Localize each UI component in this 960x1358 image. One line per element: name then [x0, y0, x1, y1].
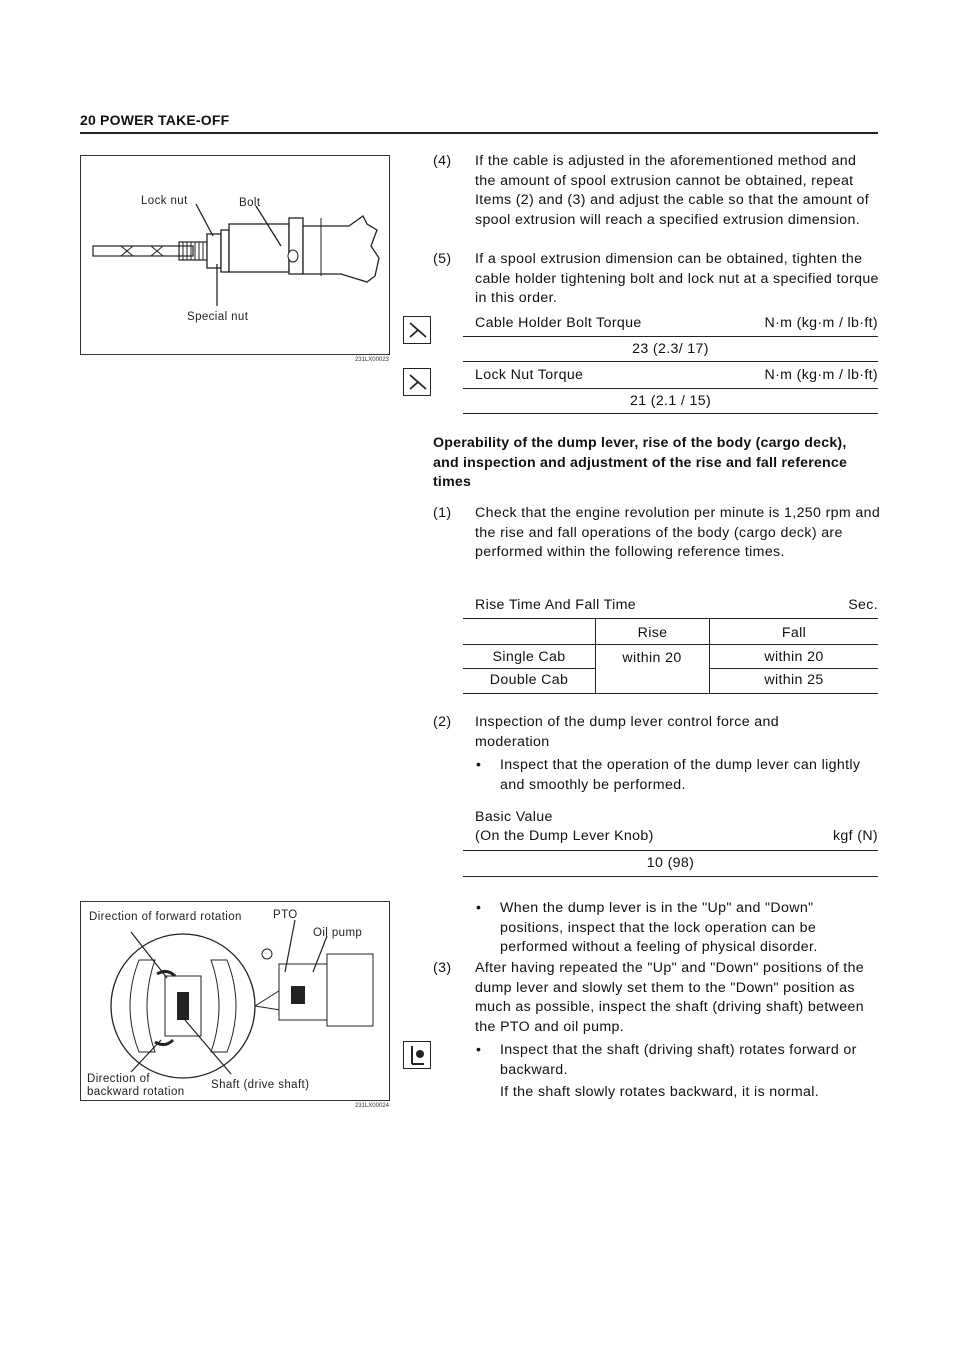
table-rule	[463, 336, 878, 337]
fall-single-cab: within 20	[764, 649, 824, 665]
col-header-rise: Rise	[637, 625, 668, 641]
header-rule	[80, 132, 878, 134]
torque-wrench-icon	[403, 316, 431, 344]
torque1-value: 23 (2.3/ 17)	[632, 341, 709, 357]
label-special-nut: Special nut	[187, 311, 249, 323]
step-4	[433, 152, 881, 250]
step-text: Inspection of the dump lever control force and moderation	[475, 714, 779, 750]
table-rule	[463, 413, 878, 414]
table-rule	[463, 361, 878, 362]
bullet-note: If the shaft slowly rotates backward, it is normal.	[500, 1084, 820, 1100]
time-table-title: Rise Time And Fall Time	[475, 597, 637, 613]
bullet-dot: •	[476, 900, 482, 916]
step-number: (5)	[433, 251, 452, 267]
figure2-id: 231LX00024	[354, 1103, 389, 1109]
check-1	[433, 504, 881, 584]
check-2	[433, 713, 881, 753]
step-number: (4)	[433, 153, 452, 169]
col-header-fall: Fall	[781, 625, 807, 641]
pto-shaft-drawing	[81, 902, 389, 1100]
label-bolt: Bolt	[239, 197, 261, 209]
step-text: If the cable is adjusted in the aforementioned method and the amount of spool extrusion cannot be obtained, repeat Items (2) and (3) and adjust the cable so that the amount of spool extrusion will reach a specified extrusion dimension.	[475, 153, 870, 228]
label-backward-rotation-1: Direction of	[87, 1073, 150, 1085]
time-table-unit: Sec.	[848, 597, 878, 613]
figure1-id: 231LX00023	[354, 357, 389, 363]
bullet-item	[476, 756, 881, 796]
step-text: If a spool extrusion dimension can be obtained, tighten the cable holder tightening bolt and lock nut at a specified torque in this order.	[475, 251, 879, 306]
step-text: Check that the engine revolution per minute is 1,250 rpm and the rise and fall operations of the body (cargo deck) are performed within the following reference times.	[475, 505, 881, 560]
fall-double-cab: within 25	[764, 672, 824, 688]
basic-value-unit: kgf (N)	[832, 828, 878, 844]
step-text: After having repeated the "Up" and "Down" positions of the dump lever and slowly set them to the "Down" position as much as possible, inspect the shaft (driving shaft) between the PTO and oil pump.	[475, 960, 865, 1035]
cable-adjuster-drawing	[81, 156, 389, 354]
basic-value: 10 (98)	[646, 855, 695, 871]
table-rule	[463, 618, 878, 619]
table-rule-partial	[463, 668, 595, 669]
torque2-unit: N·m (kg·m / lb·ft)	[764, 367, 878, 383]
table-rule	[463, 644, 878, 645]
bullet-item	[476, 899, 881, 959]
label-oil-pump: Oil pump	[313, 927, 363, 939]
step-number: (2)	[433, 714, 452, 730]
label-forward-rotation: Direction of forward rotation	[89, 911, 242, 923]
table-rule	[463, 388, 878, 389]
table-rule	[463, 850, 878, 851]
label-pto: PTO	[273, 909, 298, 921]
label-backward-rotation-2: backward rotation	[87, 1086, 185, 1098]
figure-pto-shaft	[80, 901, 390, 1101]
row-double-cab: Double Cab	[489, 672, 569, 688]
section-title: Operability of the dump lever, rise of the body (cargo deck), and inspection and adjustment of the rise and fall reference times	[433, 435, 848, 490]
basic-value-title: Basic Value	[475, 809, 553, 825]
step-5	[433, 250, 881, 310]
rise-value: within 20	[622, 650, 682, 666]
table-rule	[463, 876, 878, 877]
bullet-text: Inspect that the operation of the dump lever can lightly and smoothly be performed.	[500, 757, 861, 793]
table-rule-partial	[710, 668, 878, 669]
torque2-label: Lock Nut Torque	[475, 367, 584, 383]
check-3	[433, 959, 881, 1039]
bullet-text: When the dump lever is in the "Up" and "Down" positions, inspect that the lock operation can be performed without a feeling of physical disorder.	[500, 900, 818, 955]
page-header: 20 POWER TAKE-OFF	[80, 112, 230, 128]
row-single-cab: Single Cab	[492, 649, 566, 665]
torque-wrench-icon	[403, 368, 431, 396]
label-shaft: Shaft (drive shaft)	[211, 1079, 310, 1091]
label-lock-nut: Lock nut	[141, 195, 188, 207]
bullet-dot: •	[476, 757, 482, 773]
bullet-dot: •	[476, 1042, 482, 1058]
bullet-text: Inspect that the shaft (driving shaft) rotates forward or backward.	[500, 1042, 857, 1078]
figure-cable-adjuster	[80, 155, 390, 355]
step-number: (1)	[433, 505, 452, 521]
torque1-unit: N·m (kg·m / lb·ft)	[764, 315, 878, 331]
torque2-value: 21 (2.1 / 15)	[629, 393, 712, 409]
basic-value-subtitle: (On the Dump Lever Knob)	[475, 828, 654, 844]
table-rule	[463, 693, 878, 694]
bullet-item	[476, 1041, 881, 1081]
step-number: (3)	[433, 960, 452, 976]
torque1-label: Cable Holder Bolt Torque	[475, 315, 642, 331]
inspect-note-icon	[403, 1041, 431, 1069]
